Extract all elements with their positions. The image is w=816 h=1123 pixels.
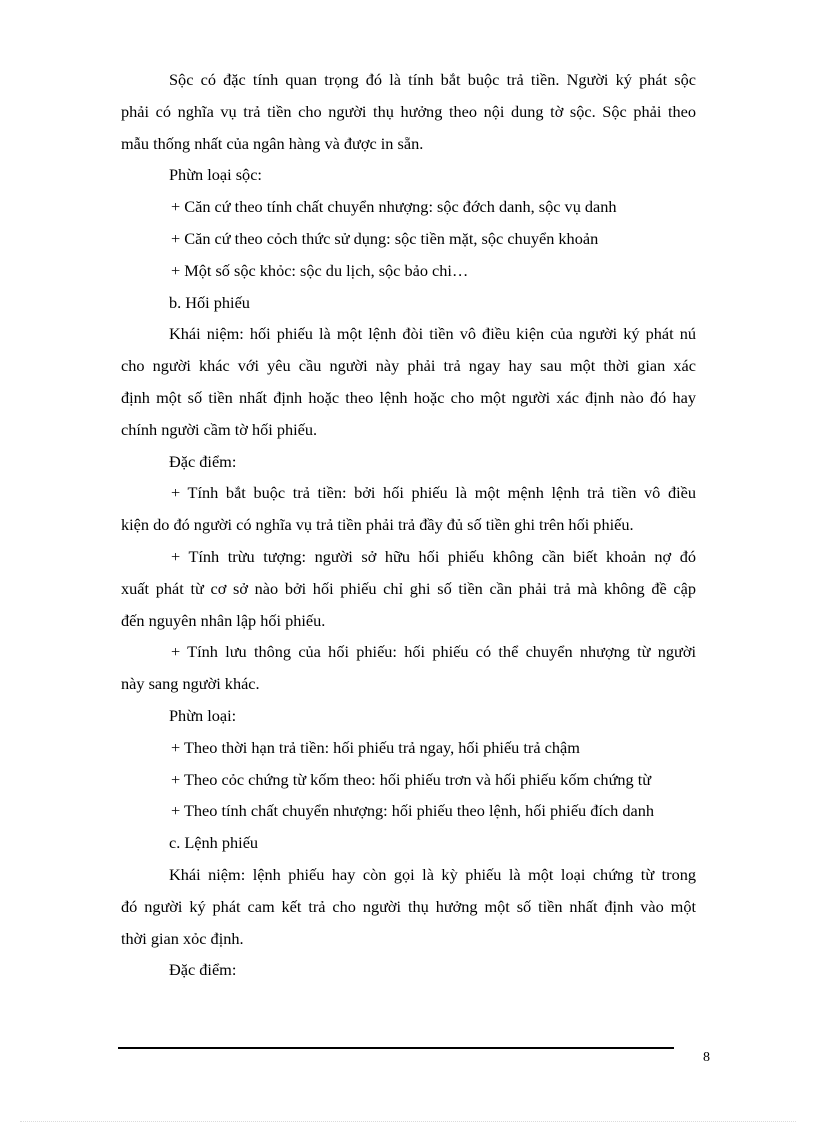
section-label: Phừn loại sộc: bbox=[169, 165, 262, 185]
section-heading: b. Hối phiếu bbox=[169, 292, 250, 312]
bullet-line: + Theo thời hạn trả tiền: hối phiếu trả ngay, hối phiếu trả chậm bbox=[171, 737, 580, 757]
paragraph-line: Khái niệm: hối phiếu là một lệnh đòi tiền vô điều kiện của người ký phát nú bbox=[169, 324, 696, 344]
bullet-line: + Tính lưu thông của hối phiếu: hối phiếu có thể chuyển nhượng từ người bbox=[171, 642, 696, 662]
paragraph-line: định một số tiền nhất định hoặc theo lệnh hoặc cho một người xác định nào đó hay bbox=[121, 387, 696, 407]
section-label: Đặc điểm: bbox=[169, 451, 237, 471]
section-heading: c. Lệnh phiếu bbox=[169, 833, 259, 853]
section-label: Phừn loại: bbox=[169, 705, 237, 725]
bullet-line: + Theo tính chất chuyển nhượng: hối phiếu theo lệnh, hối phiếu đích danh bbox=[171, 801, 654, 821]
paragraph-line: xuất phát từ cơ sở nào bởi hối phiếu chỉ ghi số tiền cần phải trả mà không đề cập bbox=[121, 578, 696, 598]
page-number: 8 bbox=[703, 1050, 710, 1065]
bullet-line: + Một số sộc khỏc: sộc du lịch, sộc bảo chi… bbox=[171, 260, 469, 280]
paragraph-line: cho người khác với yêu cầu người này phải trả ngay hay sau một thời gian xác bbox=[121, 356, 696, 376]
bullet-line: + Theo cỏc chứng từ kốm theo: hối phiếu trơn và hối phiếu kốm chứng từ bbox=[171, 769, 652, 789]
bullet-line: + Tính bắt buộc trả tiền: bởi hối phiếu là một mệnh lệnh trả tiền vô điều bbox=[171, 483, 696, 503]
paragraph-line: đến nguyên nhân lập hối phiếu. bbox=[121, 610, 326, 630]
paragraph-line: kiện do đó người có nghĩa vụ trả tiền phải trả đầy đủ số tiền ghi trên hối phiếu. bbox=[121, 515, 634, 535]
footer-rule bbox=[118, 1047, 674, 1049]
page-edge-divider bbox=[20, 1121, 796, 1122]
paragraph-line: Sộc có đặc tính quan trọng đó là tính bắt buộc trả tiền. Người ký phát sộc bbox=[169, 70, 696, 89]
paragraph-line: này sang người khác. bbox=[121, 674, 260, 694]
bullet-line: + Tính trừu tượng: người sở hữu hối phiếu không cần biết khoản nợ đó bbox=[171, 546, 696, 566]
paragraph-line: Khái niệm: lệnh phiếu hay còn gọi là kỳ phiếu là một loại chứng từ trong bbox=[169, 864, 696, 884]
paragraph-line: phải có nghĩa vụ trả tiền cho người thụ hưởng theo nội dung tờ sộc. Sộc phải theo bbox=[121, 101, 696, 121]
paragraph-line: đó người ký phát cam kết trả cho người thụ hưởng một số tiền nhất định vào một bbox=[121, 896, 696, 916]
paragraph-line: chính người cầm tờ hối phiếu. bbox=[121, 419, 318, 439]
body-text bbox=[121, 64, 696, 986]
paragraph-line: thời gian xỏc định. bbox=[121, 928, 244, 948]
section-label: Đặc điểm: bbox=[169, 960, 237, 980]
bullet-line: + Căn cứ theo tính chất chuyển nhượng: sộc đớch danh, sộc vụ danh bbox=[171, 197, 617, 217]
bullet-line: + Căn cứ theo cỏch thức sử dụng: sộc tiền mặt, sộc chuyển khoản bbox=[171, 228, 599, 248]
paragraph-line: mẫu thống nhất của ngân hàng và được in sẵn. bbox=[121, 133, 424, 153]
